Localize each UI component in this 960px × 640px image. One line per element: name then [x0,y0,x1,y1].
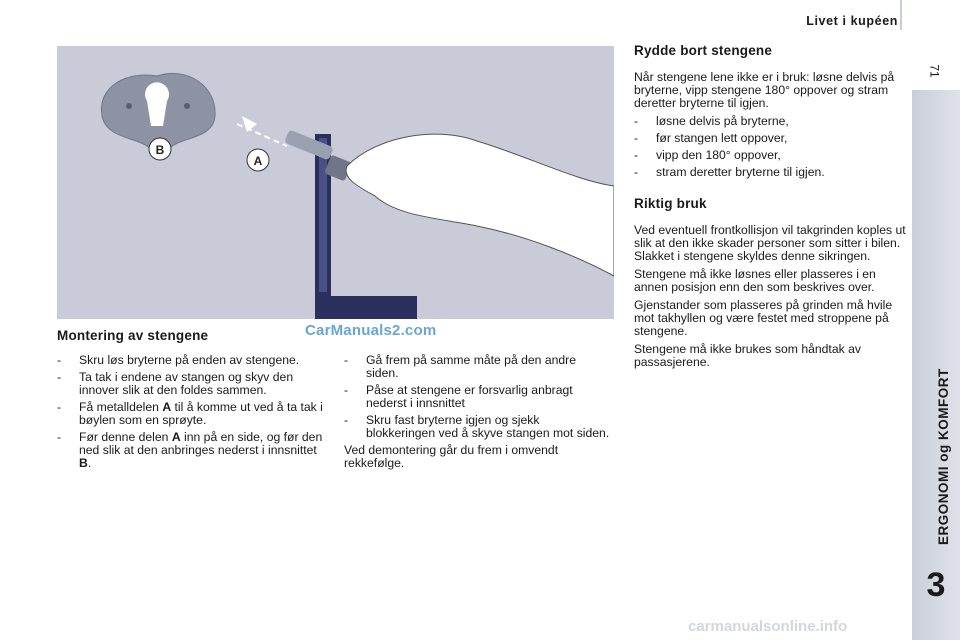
montering-steps-left [57,354,327,470]
list-item: - før stangen lett oppover, [634,131,788,145]
montering-steps-right [344,354,610,440]
list-item: - Påse at stengene er forsvarlig anbragt nederst i innsnittet [344,383,573,410]
rydde-intro: Når stengene lene ikke er i bruk: løsne delvis på bryterne, vipp stengene 180° oppover og stram deretter bryterne til igjen. [634,70,895,110]
hand-drawing [346,134,614,276]
chapter-title: ERGONOMI og KOMFORT [936,368,951,545]
rydde-column [634,69,906,183]
montering-left-column [57,354,327,474]
montering-heading: Montering av stengene [57,328,209,343]
label-b-badge [149,138,171,160]
roof-bar-rod-drawing [237,116,352,181]
rydde-steps [634,115,906,179]
demontering-note: Ved demontering går du frem i omvendt rekkefølge. [344,443,559,470]
list-item: - vipp den 180° oppover, [634,148,781,162]
site-watermark: carmanualsonline.info [688,618,848,635]
rydde-heading: Rydde bort stengene [634,43,773,58]
list-item: - Skru fast bryterne igjen og sjekk blokkeringen ved å skyve stangen mot siden. [344,413,610,440]
riktig-paragraph: Stengene må ikke brukes som håndtak av passasjerene. [634,342,861,369]
header-divider [900,0,902,30]
list-item: - Gå frem på samme måte på den andre siden. [344,353,577,380]
svg-text:B: B [155,143,165,157]
label-a-badge [247,149,269,171]
riktig-column [634,222,906,374]
riktig-paragraph: Stengene må ikke løsnes eller plasseres i en annen posisjon enn den som beskrives over. [634,267,876,294]
list-item: - stram deretter bryterne til igjen. [634,165,825,179]
riktig-paragraph: Ved eventuell frontkollisjon vil takgrinden koples ut slik at den ikke skader personer som sitter i bilen. Slakket i stengene skyldes denne sikringen. [634,223,906,263]
chapter-number: 3 [926,566,946,604]
riktig-paragraph: Gjenstander som plasseres på grinden må hvile mot takhyllen og være festet med stroppene på stengene. [634,298,893,338]
list-item: - løsne delvis på bryterne, [634,114,789,128]
page-number: 71 [927,64,942,78]
running-header: Livet i kupéen [806,14,898,28]
roof-bar-illustration [57,46,614,319]
list-item: - Ta tak i endene av stangen og skyv den innover slik at den foldes sammen. [57,370,294,397]
carmanuals-watermark: CarManuals2.com [305,322,437,339]
list-item: - Skru løs bryterne på enden av stengene. [57,353,300,367]
riktig-heading: Riktig bruk [634,196,707,211]
montering-right-column [344,354,610,475]
svg-text:A: A [253,154,263,168]
list-item: - Få metalldelen A til å komme ut ved å ta tak i bøylen som en sprøyte. [57,400,323,427]
list-item: - Før denne delen A inn på en side, og før den ned slik at den anbringes nederst i innsnittet B. [57,430,323,470]
